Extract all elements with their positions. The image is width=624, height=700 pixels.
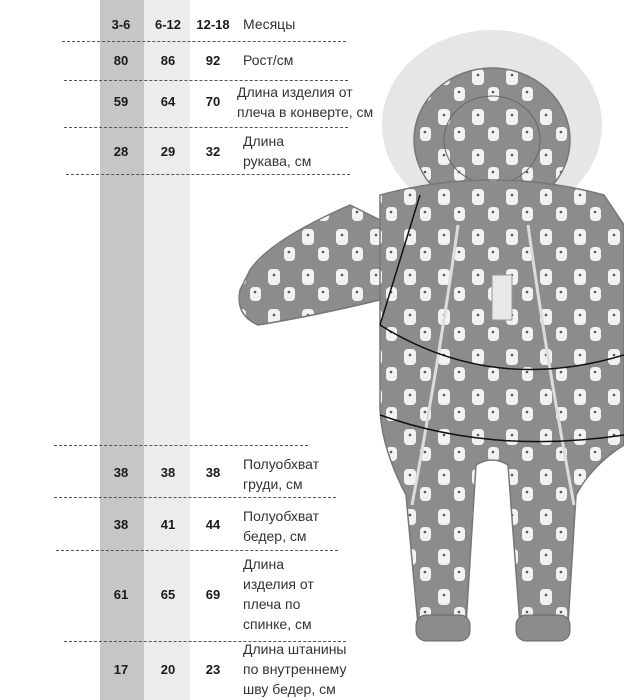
divider <box>62 41 346 42</box>
divider <box>54 445 308 446</box>
row-label-inseam: Длина штанины по внутреннему шву бедер, см <box>243 641 347 697</box>
size-cell: 29 <box>160 144 176 159</box>
row-label-months: Месяцы <box>243 16 296 32</box>
size-cell: 65 <box>160 587 176 602</box>
size-cell: 70 <box>205 94 221 109</box>
size-cell: 12-18 <box>196 17 230 32</box>
row-label-half-chest: Полуобхват груди, см <box>243 456 320 492</box>
size-cell: 3-6 <box>111 17 131 32</box>
size-cell: 38 <box>160 465 176 480</box>
divider <box>66 174 350 175</box>
size-cell: 64 <box>160 94 176 109</box>
divider <box>64 127 348 128</box>
divider <box>64 80 348 81</box>
size-cell: 17 <box>113 662 129 677</box>
size-cell: 44 <box>205 517 221 532</box>
divider <box>54 497 336 498</box>
size-cell: 80 <box>113 53 129 68</box>
row-label-height: Рост/см <box>243 52 294 68</box>
size-cell: 61 <box>113 587 129 602</box>
row-label-back-length: Длина изделия от плеча по спинке, см <box>243 556 314 632</box>
size-cell: 38 <box>113 517 129 532</box>
size-cell: 92 <box>205 53 221 68</box>
size-cell: 23 <box>205 662 221 677</box>
row-label-envelope-length: Длина изделия от плеча в конверте, см <box>237 84 374 120</box>
size-cell: 59 <box>113 94 129 109</box>
size-cell: 38 <box>113 465 129 480</box>
size-cell: 20 <box>160 662 176 677</box>
size-cell: 86 <box>160 53 176 68</box>
size-cell: 28 <box>113 144 129 159</box>
size-cell: 32 <box>205 144 221 159</box>
size-cell: 38 <box>205 465 221 480</box>
size-cell: 41 <box>160 517 176 532</box>
size-cell: 69 <box>205 587 221 602</box>
row-label-sleeve-length: Длина рукава, см <box>243 133 312 169</box>
size-cell: 6-12 <box>154 17 182 32</box>
row-label-half-hips: Полуобхват бедер, см <box>243 508 320 544</box>
divider <box>56 550 338 551</box>
